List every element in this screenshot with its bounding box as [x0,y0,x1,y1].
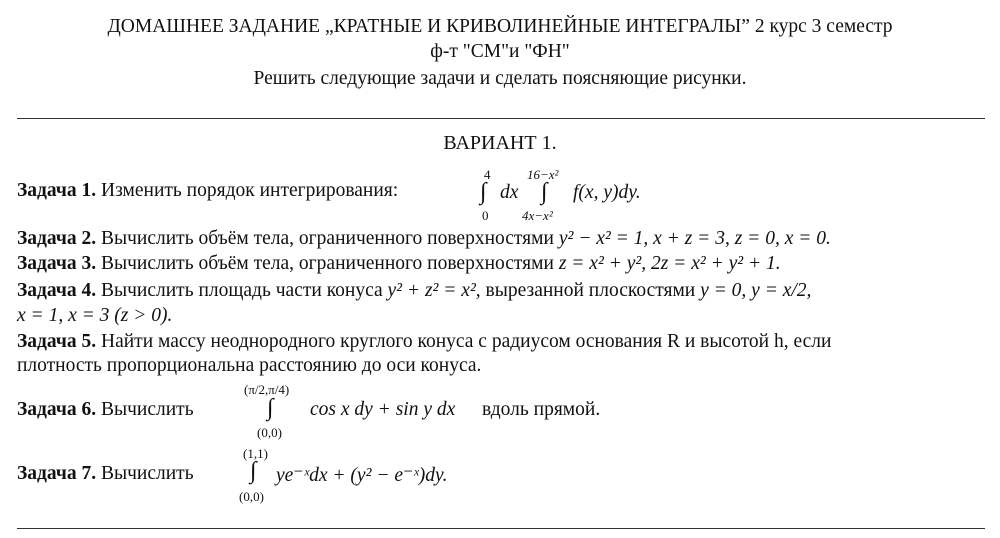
integral-sign: ∫ [250,458,257,484]
bottom-divider [17,528,985,529]
task-5 [17,331,831,353]
task-7-label: Задача 7. [17,463,97,484]
task-6-text: Вычислить [101,399,194,420]
task-4-math2: y = 0, y = x/2, [700,280,812,301]
task-1-outer-upper: 4 [484,167,491,182]
faculty-line: ф-т "СМ"и "ФН" [430,41,570,62]
task-7-integrand: ye⁻ˣdx + (y² − e⁻ˣ)dy. [276,465,448,486]
task-7-upper-limit: (1,1) [243,446,268,461]
task-6-upper-limit: (π/2,π/4) [244,382,290,397]
task-2-math: y² − x² = 1, x + z = 3, z = 0, x = 0. [558,228,831,249]
task-6-tail: вдоль прямой. [482,399,601,420]
task-2-label: Задача 2. [17,228,97,249]
integral-sign: ∫ [267,395,274,421]
task-1-label: Задача 1. [17,180,97,201]
task-1-integrand: f(x, y)dy. [573,182,641,203]
task-6-integrand: cos x dy + sin y dx [310,399,456,420]
task-2-text: Вычислить объём тела, ограниченного поверхностями [101,228,554,249]
task-7-text: Вычислить [101,463,194,484]
task-1-text: Изменить порядок интегрирования: [101,180,399,201]
task-4-text2: вырезанной плоскостями [485,280,696,301]
task-3-label: Задача 3. [17,253,97,274]
task-6-lower-limit: (0,0) [257,425,282,440]
task-3 [17,253,781,275]
task-5-line1: Найти массу неоднородного круглого конуса с радиусом основания R и высотой h, если [101,331,832,352]
task-7-lower-limit: (0,0) [239,489,264,504]
task-1-inner-upper: 16−x² [527,167,559,182]
task-4-line2: x = 1, x = 3 (z > 0). [17,305,173,326]
top-divider [17,118,985,119]
task-5-label: Задача 5. [17,331,97,352]
task-1-dx: dx [500,182,519,203]
instruction-line: Решить следующие задачи и сделать поясняющие рисунки. [253,68,747,89]
task-4-label: Задача 4. [17,280,97,301]
integral-sign: ∫ [480,179,487,205]
task-3-text: Вычислить объём тела, ограниченного поверхностями [101,253,554,274]
task-1-outer-lower: 0 [482,208,489,223]
task-4-text: Вычислить площадь части конуса [101,280,383,301]
task-4-math: y² + z² = x², [387,280,481,301]
task-1-inner-lower: 4x−x² [522,208,553,223]
task-4 [17,280,811,302]
task-3-math: z = x² + y², 2z = x² + y² + 1. [558,253,781,274]
document-title: ДОМАШНЕЕ ЗАДАНИЕ „КРАТНЫЕ И КРИВОЛИНЕЙНЫЕ ИНТЕГРАЛЫ” 2 курс 3 семестр [107,16,893,37]
variant-heading: ВАРИАНТ 1. [443,132,557,154]
task-2 [17,228,831,250]
integral-sign: ∫ [541,179,548,205]
task-5-line2: плотность пропорциональна расстоянию до оси конуса. [17,355,482,376]
task-6-label: Задача 6. [17,399,97,420]
